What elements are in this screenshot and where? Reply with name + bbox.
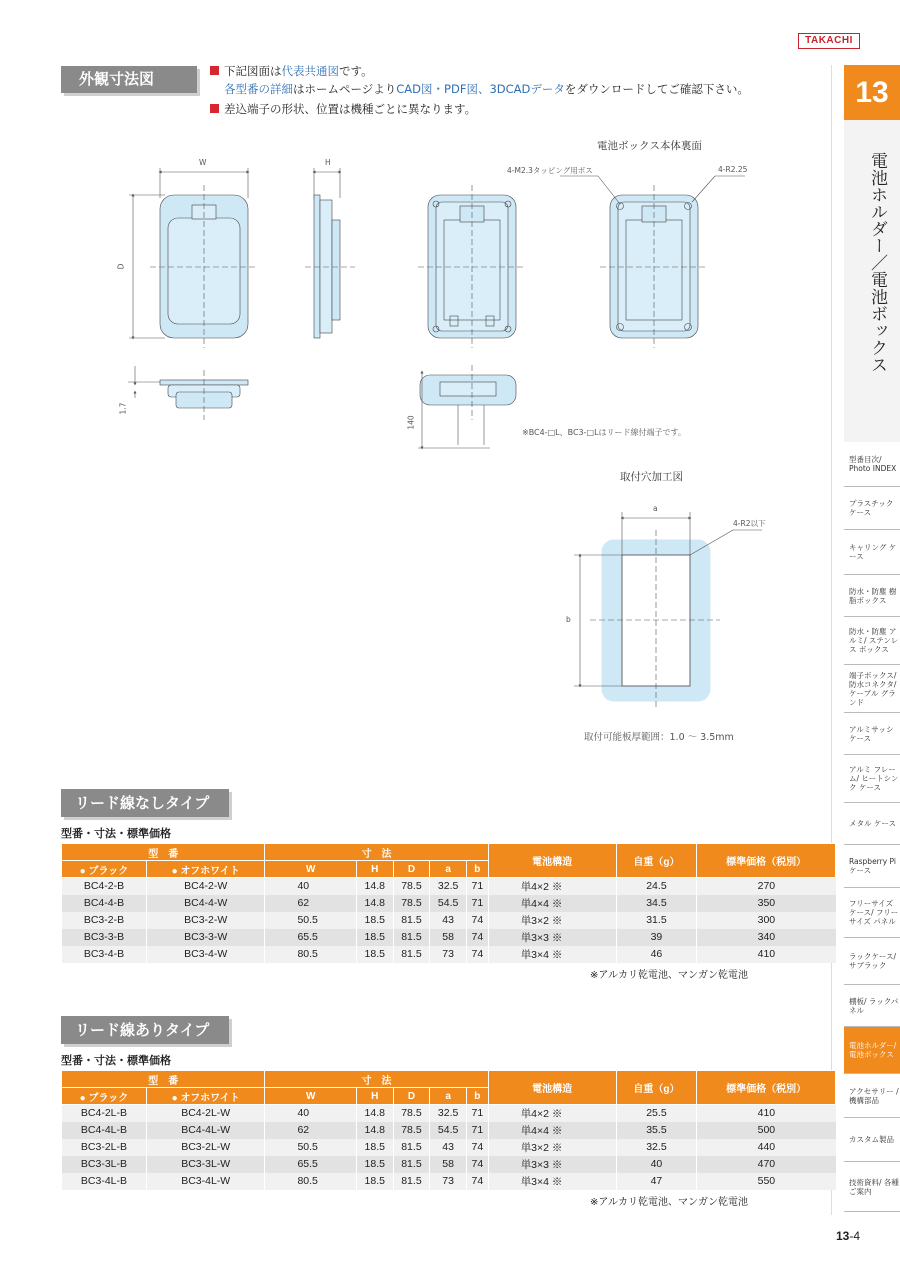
table-row: [62, 1105, 836, 1122]
cell-d: 78.5: [393, 878, 430, 895]
cell-battery: 単4×4 ※: [488, 895, 616, 912]
cell-black: BC4-4-B: [62, 895, 147, 912]
cell-price: 470: [697, 1156, 836, 1173]
subtitle-no-lead: 型番・寸法・標準価格: [61, 827, 171, 840]
side-index-item[interactable]: プラスチック ケース: [844, 487, 900, 530]
side-index-item[interactable]: ラックケース/ サブラック: [844, 938, 900, 985]
cell-h: 14.8: [356, 878, 393, 895]
table-row: [62, 1156, 836, 1173]
cell-a: 73: [430, 946, 467, 963]
cell-weight: 35.5: [616, 1122, 697, 1139]
subtitle-with-lead: 型番・寸法・標準価格: [61, 1054, 171, 1067]
cell-white: BC4-4-W: [146, 895, 264, 912]
cell-black: BC4-2L-B: [62, 1105, 147, 1122]
rear-view-2: [560, 176, 745, 348]
cell-a: 43: [430, 912, 467, 929]
cell-a: 32.5: [430, 1105, 467, 1122]
cell-battery: 単3×2 ※: [488, 1139, 616, 1156]
takachi-logo: TAKACHI: [798, 33, 860, 49]
cell-h: 18.5: [356, 929, 393, 946]
cell-battery: 単3×4 ※: [488, 1173, 616, 1190]
cell-b: 71: [466, 1122, 488, 1139]
table-row: [62, 912, 836, 929]
table-row: [62, 929, 836, 946]
dim-1-7-label: 1.7: [118, 402, 128, 415]
cell-w: 62: [265, 895, 356, 912]
cell-b: 71: [466, 895, 488, 912]
cell-a: 73: [430, 1173, 467, 1190]
cell-w: 50.5: [265, 1139, 356, 1156]
cell-a: 32.5: [430, 878, 467, 895]
section-title-with-lead: リード線ありタイプ: [61, 1016, 229, 1044]
cell-d: 81.5: [393, 1173, 430, 1190]
section-title-drawings: 外観寸法図: [61, 66, 197, 93]
cell-black: BC3-4-B: [62, 946, 147, 963]
note-1: 下記図面は代表共通図です。: [210, 62, 373, 80]
r2-label: 4-R2以下: [733, 519, 766, 528]
dim-a-label: a: [653, 504, 658, 513]
side-index-item[interactable]: 防水・防塵 アルミ/ ステンレス ボックス: [844, 617, 900, 665]
lead-note: ※BC4-□L、BC3-□Lはリード線付端子です。: [522, 428, 686, 437]
table-row: [62, 946, 836, 963]
cell-h: 18.5: [356, 946, 393, 963]
table-row: [62, 1139, 836, 1156]
table-row: [62, 878, 836, 895]
side-view: [305, 168, 355, 338]
cell-b: 74: [466, 1139, 488, 1156]
side-index-item[interactable]: キャリング ケース: [844, 530, 900, 575]
cell-d: 81.5: [393, 1139, 430, 1156]
dim-w-label: W: [199, 158, 207, 167]
section-title-no-lead: リード線なしタイプ: [61, 789, 229, 817]
cell-black: BC3-3L-B: [62, 1156, 147, 1173]
cell-b: 74: [466, 912, 488, 929]
cell-weight: 31.5: [616, 912, 697, 929]
side-index-item[interactable]: アクセサリー /機構部品: [844, 1074, 900, 1118]
cell-battery: 単3×2 ※: [488, 912, 616, 929]
cell-d: 81.5: [393, 929, 430, 946]
cell-white: BC4-2L-W: [146, 1105, 264, 1122]
cell-battery: 単3×3 ※: [488, 929, 616, 946]
cell-price: 300: [697, 912, 836, 929]
side-index-item[interactable]: Raspberry Piケース: [844, 845, 900, 888]
dim-d-label: D: [116, 263, 126, 270]
cell-white: BC3-2L-W: [146, 1139, 264, 1156]
bottom-view-lead: [418, 365, 516, 448]
cell-w: 40: [265, 1105, 356, 1122]
cell-weight: 46: [616, 946, 697, 963]
cell-weight: 39: [616, 929, 697, 946]
thickness-note: 取付可能板厚範囲：1.0 ～ 3.5mm: [584, 732, 734, 743]
front-view: [129, 168, 258, 348]
boss-label: 4-M2.3タッピング用ボス: [507, 166, 593, 175]
side-index-item[interactable]: 棚板/ ラックパネル: [844, 985, 900, 1027]
cell-b: 74: [466, 946, 488, 963]
footnote-no-lead: ※アルカリ乾電池、マンガン乾電池: [590, 970, 748, 981]
cell-b: 74: [466, 1156, 488, 1173]
cell-battery: 単4×4 ※: [488, 1122, 616, 1139]
cutout-drawing: [574, 512, 762, 710]
cell-b: 71: [466, 878, 488, 895]
side-index-item[interactable]: 型番目次/ Photo INDEX: [844, 442, 900, 487]
dim-h-label: H: [325, 158, 331, 167]
side-index-item[interactable]: 技術資料/ 各種ご案内: [844, 1162, 900, 1212]
side-divider: [831, 65, 832, 1215]
dim-b-label: b: [566, 615, 571, 624]
cell-black: BC4-2-B: [62, 878, 147, 895]
note-3: 差込端子の形状、位置は機種ごとに異なります。: [210, 100, 476, 118]
cell-weight: 34.5: [616, 895, 697, 912]
cell-white: BC4-2-W: [146, 878, 264, 895]
table-row: [62, 895, 836, 912]
side-index-item[interactable]: アルミサッシ ケース: [844, 713, 900, 755]
cell-w: 65.5: [265, 929, 356, 946]
cell-b: 74: [466, 1173, 488, 1190]
chapter-title: 電池ホルダー／電池ボックス: [867, 152, 887, 373]
cell-h: 14.8: [356, 1105, 393, 1122]
cell-d: 78.5: [393, 895, 430, 912]
cell-price: 440: [697, 1139, 836, 1156]
cell-white: BC3-3L-W: [146, 1156, 264, 1173]
rear-view: [418, 185, 526, 348]
cell-a: 43: [430, 1139, 467, 1156]
table-no-lead: 型 番 寸 法 電池構造 自重（g） 標準価格（税別） ● ブラック ● オフホワイト W H D a b BC4-2-B BC4-2-W 40 14.8 78.5 32.5 71 単4×2 ※ 24.5 270 BC4-4-B BC4-4-W 62 14.8 78.5 54.5 71 単4×4 ※ 34.5 350 BC3-2-B BC3-2-W 50.5 18.5 81.5 43 74 単3×2 ※ 31.5 300 BC3-3-B BC3-3-W 65.5 18.5 81.5 58 74 単3×3 ※ 39 340 BC3-4-B BC3-4-W 80.5 18.5 81.5 73 74 単3×4 ※ 46 410: [61, 843, 836, 963]
cell-black: BC3-3-B: [62, 929, 147, 946]
cell-a: 54.5: [430, 895, 467, 912]
cell-black: BC3-2-B: [62, 912, 147, 929]
red-square-icon: [210, 104, 219, 113]
page-number: 13-4: [836, 1229, 861, 1243]
side-index-item[interactable]: 電池ホルダー/ 電池ボックス: [844, 1027, 900, 1074]
side-index-item[interactable]: メタル ケース: [844, 803, 900, 845]
cell-w: 62: [265, 1122, 356, 1139]
cell-d: 81.5: [393, 1156, 430, 1173]
cell-h: 18.5: [356, 1139, 393, 1156]
cell-h: 18.5: [356, 1173, 393, 1190]
cell-w: 80.5: [265, 946, 356, 963]
cell-white: BC3-3-W: [146, 929, 264, 946]
cell-h: 18.5: [356, 1156, 393, 1173]
cell-battery: 単3×3 ※: [488, 1156, 616, 1173]
dimension-drawings: [0, 130, 830, 770]
cell-w: 80.5: [265, 1173, 356, 1190]
bottom-view: [128, 366, 248, 420]
cell-weight: 40: [616, 1156, 697, 1173]
cell-d: 81.5: [393, 912, 430, 929]
cell-weight: 24.5: [616, 878, 697, 895]
cell-black: BC3-4L-B: [62, 1173, 147, 1190]
side-index-item[interactable]: 端子ボックス/ 防水コネクタ/ ケーブル グランド: [844, 665, 900, 713]
cell-a: 58: [430, 1156, 467, 1173]
side-index-item[interactable]: 防水・防塵 樹脂ボックス: [844, 575, 900, 617]
cell-weight: 47: [616, 1173, 697, 1190]
cell-w: 40: [265, 878, 356, 895]
cell-black: BC3-2L-B: [62, 1139, 147, 1156]
footnote-with-lead: ※アルカリ乾電池、マンガン乾電池: [590, 1197, 748, 1208]
cell-battery: 単4×2 ※: [488, 878, 616, 895]
cell-black: BC4-4L-B: [62, 1122, 147, 1139]
cell-weight: 25.5: [616, 1105, 697, 1122]
side-index-item[interactable]: アルミ フレーム/ ヒートシンク ケース: [844, 755, 900, 803]
cell-white: BC3-4-W: [146, 946, 264, 963]
cell-battery: 単4×2 ※: [488, 1105, 616, 1122]
cell-price: 500: [697, 1122, 836, 1139]
red-square-icon: [210, 66, 219, 75]
side-index-item[interactable]: カスタム製品: [844, 1118, 900, 1162]
cell-b: 74: [466, 929, 488, 946]
side-index-item[interactable]: フリーサイズ ケース/ フリーサイズ パネル: [844, 888, 900, 938]
r225-label: 4-R2.25: [718, 165, 748, 174]
dim-140-label: 140: [406, 415, 416, 430]
cell-white: BC3-4L-W: [146, 1173, 264, 1190]
cell-white: BC3-2-W: [146, 912, 264, 929]
cell-price: 550: [697, 1173, 836, 1190]
cell-d: 81.5: [393, 946, 430, 963]
table-with-lead: 型 番 寸 法 電池構造 自重（g） 標準価格（税別） ● ブラック ● オフホワイト W H D a b BC4-2L-B BC4-2L-W 40 14.8 78.5 32.5 71 単4×2 ※ 25.5 410 BC4-4L-B BC4-4L-W 62 14.8 78.5 54.5 71 単4×4 ※ 35.5 500 BC3-2L-B BC3-2L-W 50.5 18.5 81.5 43 74 単3×2 ※ 32.5 440 BC3-3L-B BC3-3L-W 65.5 18.5 81.5 58 74 単3×3 ※ 40 470 BC3-4L-B BC3-4L-W 80.5 18.5 81.5 73 74 単3×4 ※ 47 550: [61, 1070, 836, 1190]
cutout-title: 取付穴加工図: [620, 471, 683, 483]
cell-price: 410: [697, 1105, 836, 1122]
cell-price: 270: [697, 878, 836, 895]
cell-price: 340: [697, 929, 836, 946]
table-row: [62, 1122, 836, 1139]
cell-price: 410: [697, 946, 836, 963]
cell-w: 50.5: [265, 912, 356, 929]
cell-b: 71: [466, 1105, 488, 1122]
chapter-number: 13: [844, 65, 900, 121]
cell-h: 18.5: [356, 912, 393, 929]
cell-h: 14.8: [356, 895, 393, 912]
cell-a: 54.5: [430, 1122, 467, 1139]
back-view-title: 電池ボックス本体裏面: [597, 140, 702, 152]
cell-weight: 32.5: [616, 1139, 697, 1156]
cell-d: 78.5: [393, 1122, 430, 1139]
table-row: [62, 1173, 836, 1190]
cell-price: 350: [697, 895, 836, 912]
cell-white: BC4-4L-W: [146, 1122, 264, 1139]
cell-w: 65.5: [265, 1156, 356, 1173]
cell-d: 78.5: [393, 1105, 430, 1122]
cell-a: 58: [430, 929, 467, 946]
note-2: 各型番の詳細はホームページよりCAD図・PDF図、3DCADデータをダウンロードしてご確認下さい。: [224, 82, 749, 96]
cell-h: 14.8: [356, 1122, 393, 1139]
cell-battery: 単3×4 ※: [488, 946, 616, 963]
